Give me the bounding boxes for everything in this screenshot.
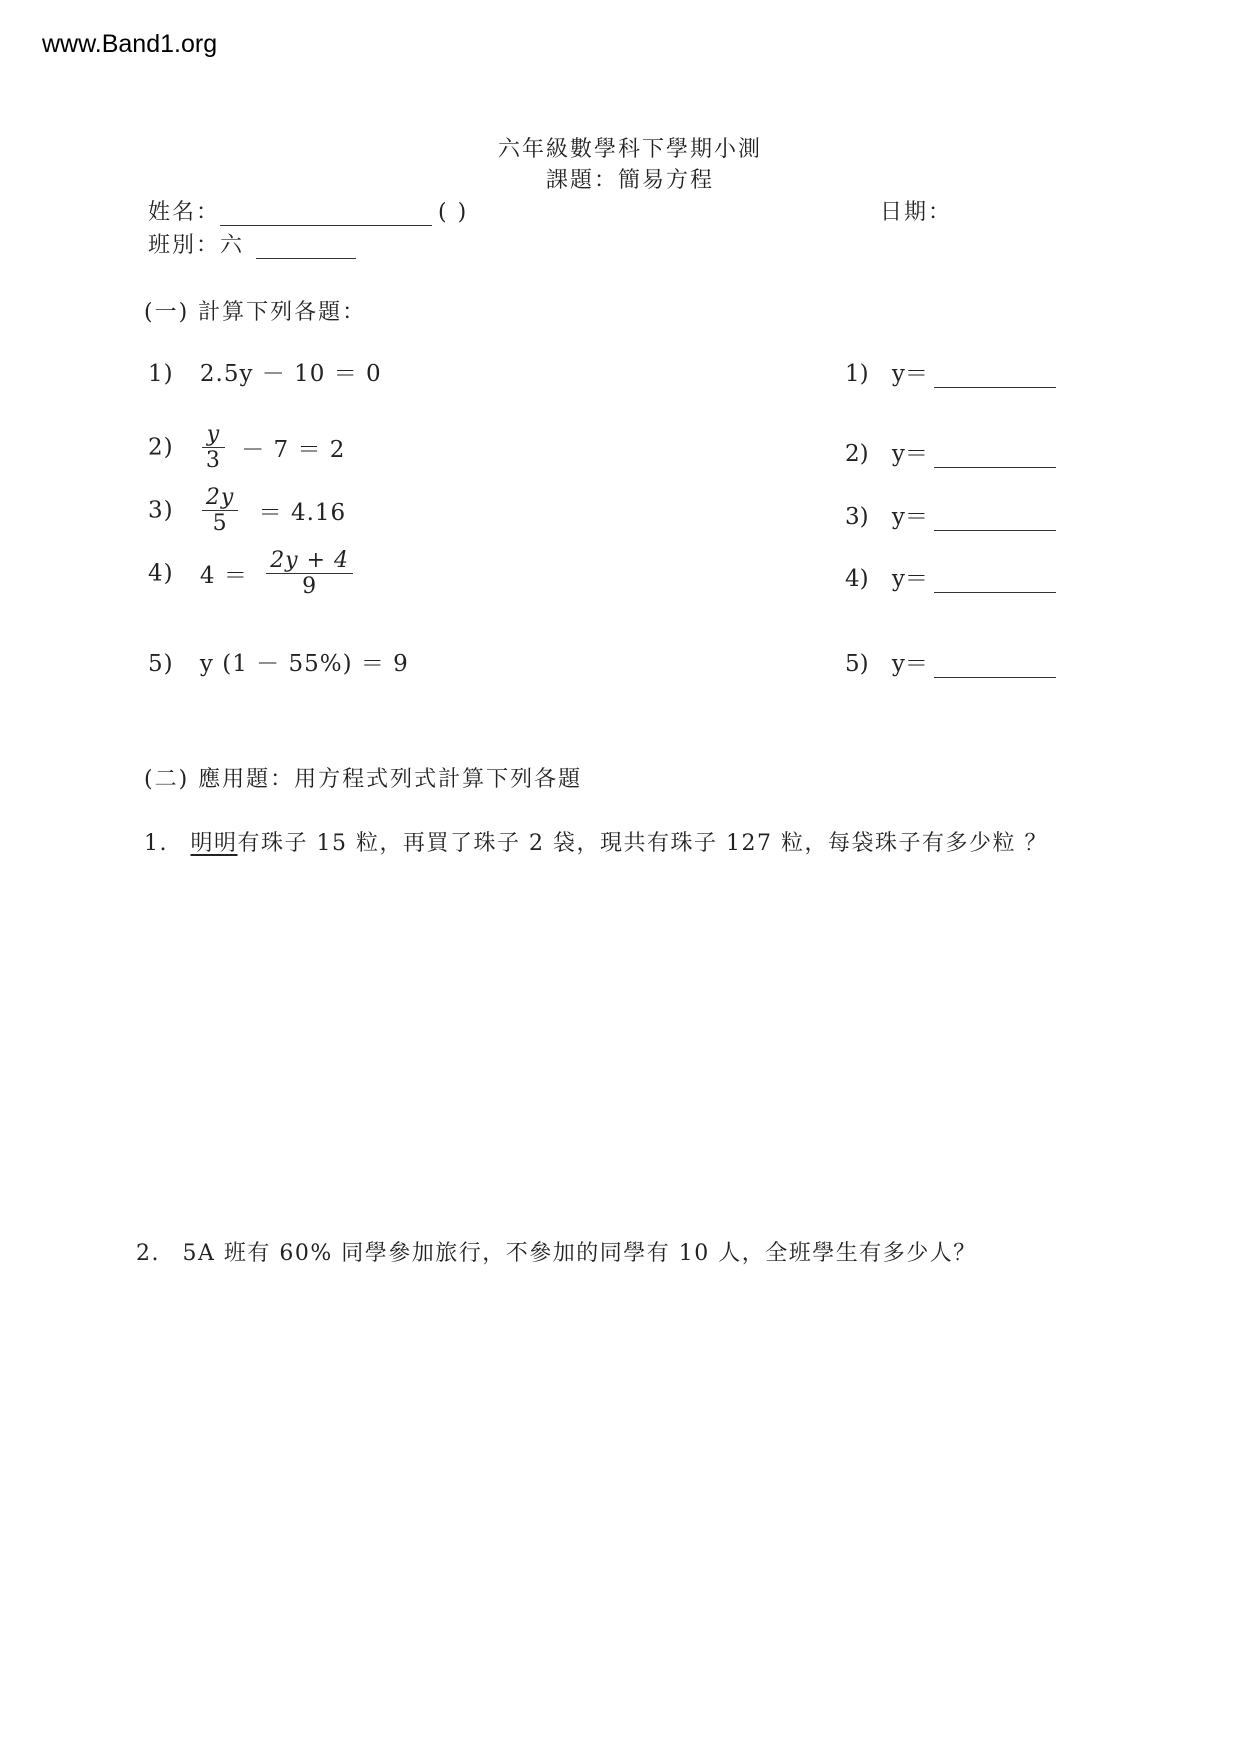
fraction-numerator: 2y <box>202 485 238 511</box>
answer-1[interactable] <box>845 355 1056 388</box>
answer-blank[interactable] <box>934 361 1056 388</box>
question-number: 4) <box>148 560 174 587</box>
problem-text: 5A 班有 60% 同學參加旅行，不參加的同學有 10 人，全班學生有多少人？ <box>182 1241 977 1266</box>
problem-number: 2. <box>136 1241 160 1266</box>
question-1 <box>148 355 382 388</box>
class-label: 班別：六 <box>148 233 245 258</box>
class-blank[interactable] <box>256 234 356 259</box>
worksheet-title: 六年級數學科下學期小測 <box>497 137 762 162</box>
worksheet-subtitle: 課題：簡易方程 <box>545 168 714 193</box>
site-url: www.Band1.org <box>42 30 218 58</box>
fraction-y-over-3 <box>202 422 225 473</box>
answer-label: y＝ <box>891 566 928 592</box>
answer-number: 5) <box>845 651 869 677</box>
answer-3[interactable] <box>845 498 1056 531</box>
answer-blank[interactable] <box>934 504 1056 531</box>
fraction-denominator: 9 <box>302 574 318 599</box>
date-label: 日期： <box>880 200 953 225</box>
question-number: 3) <box>148 497 174 524</box>
problem-name-underlined: 明明 <box>190 831 238 856</box>
fraction-denominator: 3 <box>205 448 221 473</box>
answer-label: y＝ <box>891 651 928 677</box>
answer-number: 2) <box>845 441 869 467</box>
fraction-numerator: y <box>202 422 225 448</box>
equation-text: － 7 ＝ 2 <box>241 437 346 463</box>
equation-text: 4 ＝ <box>199 563 248 589</box>
answer-number: 4) <box>845 566 869 592</box>
equation-text: 2.5y － 10 ＝ 0 <box>199 361 382 387</box>
question-3 <box>148 485 346 536</box>
equation-text: ＝ 4.16 <box>258 500 347 526</box>
fraction-numerator: 2y + 4 <box>266 548 353 574</box>
answer-number: 3) <box>845 504 869 530</box>
answer-label: y＝ <box>891 441 928 467</box>
question-number: 2) <box>148 434 174 461</box>
word-problem-2 <box>136 1236 977 1267</box>
word-problem-1 <box>144 826 1048 857</box>
name-label: 姓名： <box>148 200 221 225</box>
name-blank[interactable] <box>220 201 432 226</box>
answer-blank[interactable] <box>934 651 1056 678</box>
class-number-paren: ( ) <box>438 200 469 225</box>
answer-label: y＝ <box>891 361 928 387</box>
answer-5[interactable] <box>845 645 1056 678</box>
equation-text: y (1 － 55%) ＝ 9 <box>199 651 409 677</box>
fraction-2y-plus-4-over-9 <box>266 548 353 599</box>
answer-label: y＝ <box>891 504 928 530</box>
question-number: 5) <box>148 651 174 677</box>
problem-number: 1. <box>144 831 168 856</box>
work-space-2[interactable] <box>144 1285 1094 1685</box>
class-field[interactable] <box>148 228 356 259</box>
fraction-denominator: 5 <box>212 511 228 536</box>
fraction-2y-over-5 <box>202 485 238 536</box>
problem-text: 有珠子 15 粒，再買了珠子 2 袋，現共有珠子 127 粒，每袋珠子有多少粒 ？ <box>237 831 1048 856</box>
question-number: 1) <box>148 361 174 387</box>
answer-blank[interactable] <box>934 441 1056 468</box>
question-4 <box>148 548 353 599</box>
answer-blank[interactable] <box>934 566 1056 593</box>
answer-number: 1) <box>845 361 869 387</box>
question-2 <box>148 422 345 473</box>
answer-2[interactable] <box>845 435 1056 468</box>
question-5 <box>148 645 409 678</box>
section1-heading: (一) 計算下列各題： <box>144 300 367 325</box>
section2-heading: (二) 應用題：用方程式列式計算下列各題 <box>144 767 583 792</box>
name-field[interactable] <box>148 195 468 226</box>
answer-4[interactable] <box>845 560 1056 593</box>
work-space-1[interactable] <box>144 870 1094 1210</box>
